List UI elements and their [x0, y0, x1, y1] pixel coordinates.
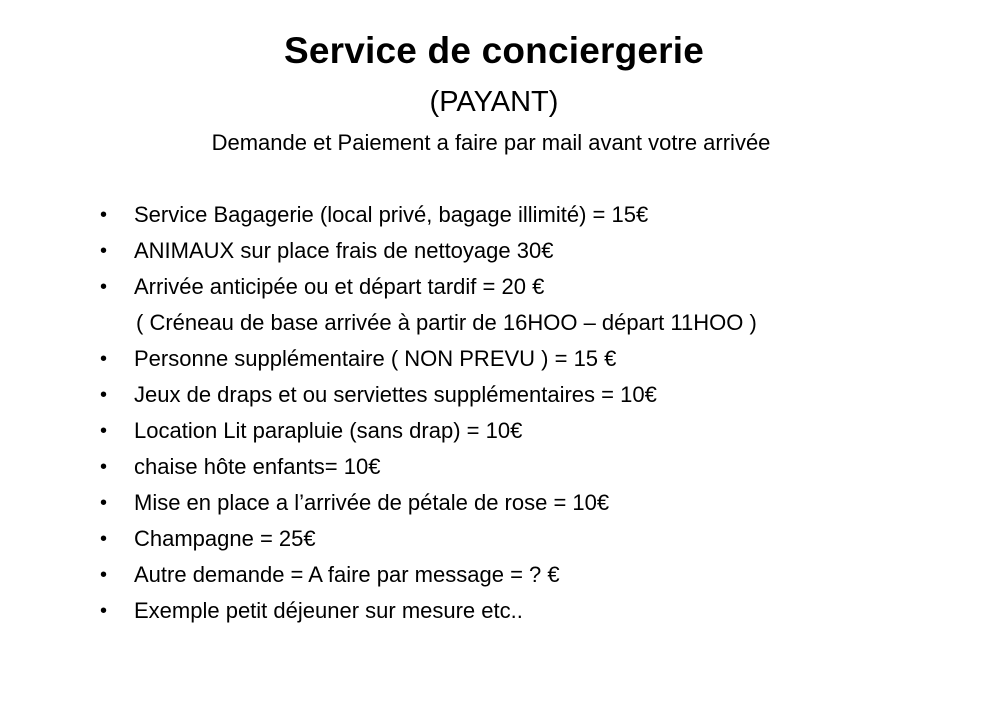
- bullet-icon: •: [100, 456, 108, 478]
- bullet-icon: •: [100, 420, 108, 442]
- list-item-text: Personne supplémentaire ( NON PREVU ) = 15 €: [134, 346, 617, 371]
- list-item-text: Mise en place a l’arrivée de pétale de rose = 10€: [134, 490, 610, 515]
- list-item-text: Champagne = 25€: [134, 526, 316, 551]
- bullet-icon: •: [100, 600, 108, 622]
- bullet-icon: •: [100, 240, 108, 262]
- list-item-text: Exemple petit déjeuner sur mesure etc..: [134, 598, 523, 623]
- page-title: Service de conciergerie: [283, 30, 705, 71]
- list-item-text: Autre demande = A faire par message = ? €: [134, 562, 560, 587]
- bullet-icon: •: [100, 204, 108, 226]
- bullet-icon: •: [100, 384, 108, 406]
- list-item-text: Jeux de draps et ou serviettes supplémentaires = 10€: [134, 382, 657, 407]
- list-item-text: Arrivée anticipée ou et départ tardif = 20 €: [134, 274, 545, 299]
- list-item-text: Service Bagagerie (local privé, bagage illimité) = 15€: [134, 202, 649, 227]
- bullet-icon: •: [100, 492, 108, 514]
- list-item-text: chaise hôte enfants= 10€: [134, 454, 381, 479]
- list-item-text: ( Créneau de base arrivée à partir de 16HOO – départ 11HOO ): [136, 310, 757, 335]
- list-item-text: Location Lit parapluie (sans drap) = 10€: [134, 418, 523, 443]
- bullet-icon: •: [100, 564, 108, 586]
- request-note: Demande et Paiement a faire par mail avant votre arrivée: [211, 130, 771, 155]
- bullet-icon: •: [100, 528, 108, 550]
- bullet-icon: •: [100, 348, 108, 370]
- page-subtitle: (PAYANT): [429, 86, 559, 118]
- bullet-icon: •: [100, 276, 108, 298]
- list-item-text: ANIMAUX sur place frais de nettoyage 30€: [134, 238, 554, 263]
